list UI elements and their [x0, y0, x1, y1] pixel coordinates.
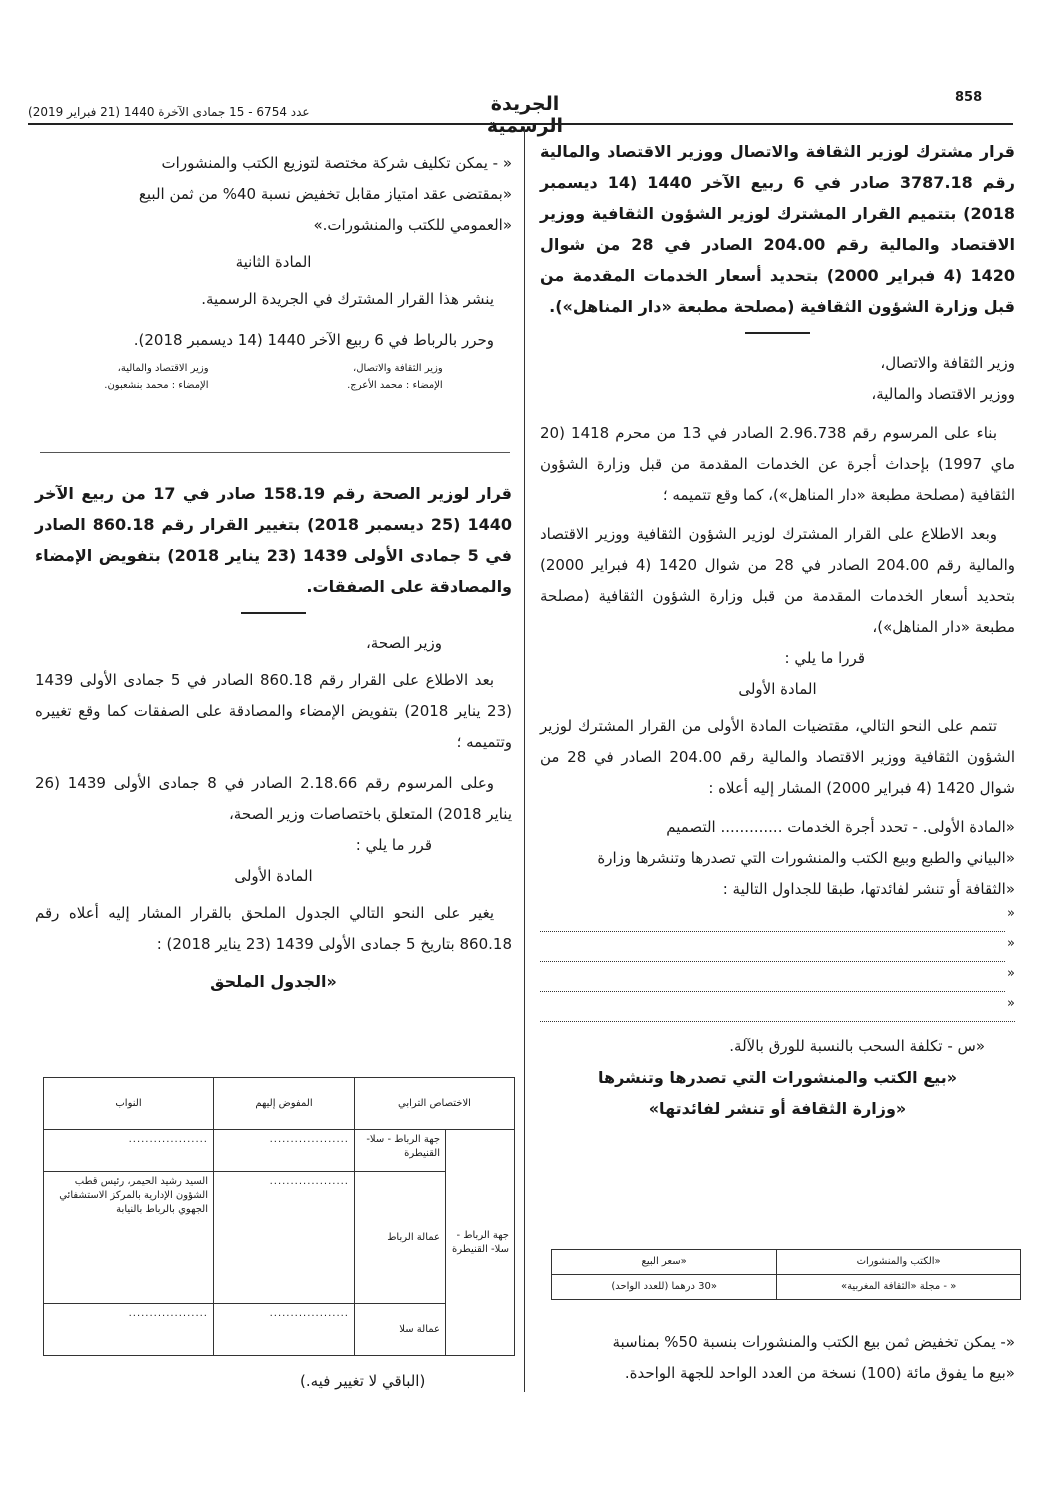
quote-line-1: «المادة الأولى. - تحدد أجرة الخدمات ............. التصميم — [666, 818, 1015, 836]
decree-title: قرار مشترك لوزير الثقافة والاتصال ووزير الاقتصاد والمالية رقم 3787.18 صادر في 6 ربيع الآخر 1440 (14 ديسمبر 2018) بتتميم القرار المشترك لوزير الشؤون الثقافية ووزير الاقتصاد والمالية رقم 204.00 الصادر في 28 من شوال 1420 (4 فبراير 2000) بتحديد أسعار الخدمات المقدمة من قبل وزارة الشؤون الثقافية (مصلحة مطبعة «دار المناهل»). — [540, 142, 1016, 316]
table-header: «الكتب والمنشورات — [777, 1250, 1021, 1275]
table-header: الاختصاص الترابي — [355, 1078, 515, 1130]
dotted-line: « — [540, 1001, 1015, 1022]
price-table — [551, 1249, 1021, 1300]
dotted-line: « — [540, 941, 1015, 962]
table-row — [44, 1304, 515, 1356]
decree-2-para-1: بعد الاطلاع على القرار رقم 860.18 الصادر في 5 جمادى الأولى 1439 (23 يناير 2018) بتفويض الإمضاء والمصادقة على الصفقات كما وقع تغييره وتتميمه ؛ — [35, 671, 512, 751]
table-header: النواب — [44, 1078, 214, 1130]
title-separator — [241, 612, 306, 614]
sales-heading-1: «بيع الكتب والمنشورات التي تصدرها وتنشرها — [597, 1068, 958, 1087]
dotted-line: « — [540, 911, 1015, 932]
annex-table — [43, 1077, 515, 1356]
table-cell-deputy: السيد رشيد الحيمر، رئيس قطب الشؤون الإدارية بالمركز الاستشفائي الجهوي بالرباط بالنيابة — [44, 1172, 214, 1304]
discount-block — [540, 1327, 1015, 1389]
table-row — [552, 1275, 1021, 1300]
continuation-line-3: «العمومي للكتب والمنشورات.» — [313, 216, 512, 234]
table-cell-region: جهة الرباط - سلا- القنيطرة — [446, 1130, 515, 1356]
quote-line-3: «الثقافة أو تنشر لفائدتها، طبقا للجداول التالية : — [722, 880, 1015, 898]
signatures — [35, 360, 512, 394]
journal-title: الجريدة الرسمية — [486, 93, 564, 137]
sales-heading-2: «وزارة الثقافة أو تنشر لفائدتها» — [648, 1099, 907, 1118]
decree-2-para-2: وعلى المرسوم رقم 2.18.66 الصادر في 8 جمادى الأولى 1439 (26 يناير 2018) المتعلق باختصاصات وزير الصحة، — [35, 774, 512, 823]
discount-line-2: «بيع ما يفوق مائة (100) نسخة من العدد الواحد للجهة الواحدة. — [624, 1364, 1015, 1382]
page-number: 858 — [955, 90, 983, 105]
continuation-line-2: «بمقتضى عقد امتياز مقابل تخفيض نسبة 40% من ثمن البيع — [138, 185, 512, 203]
table-header: المفوض إليهم — [214, 1078, 355, 1130]
dotted-line: « — [540, 971, 1015, 992]
right-column — [540, 136, 1015, 1124]
signature-culture: وزير الثقافة والاتصال، الإمضاء : محمد الأعرج. — [347, 363, 443, 391]
rest-unchanged: (الباقي لا تغيير فيه.) — [300, 1372, 426, 1390]
table-row — [44, 1172, 515, 1304]
article-1-heading: المادة الأولى — [234, 867, 313, 885]
decree-2-article-1-text: يغير على النحو التالي الجدول الملحق بالقرار المشار إليه أعلاه رقم 860.18 بتاريخ 5 جمادى الأولى 1439 (23 يناير 2018) : — [35, 904, 512, 953]
quote-line-2: «البياني والطبع وبيع الكتب والمنشورات التي تصدرها وتنشرها وزارة — [597, 849, 1015, 867]
table-cell: «30 درهما (للعدد الواحد) — [552, 1275, 777, 1300]
table-header-row — [552, 1250, 1021, 1275]
done-at: وحرر بالرباط في 6 ربيع الآخر 1440 (14 ديسمبر 2018). — [133, 331, 494, 349]
table-cell: ................... — [214, 1172, 355, 1304]
table-cell-sub-region: جهة الرباط - سلا- القنيطرة — [355, 1130, 446, 1172]
table-cell-rabat: عمالة الرباط — [355, 1172, 446, 1304]
continuation-line-1: « - يمكن تكليف شركة مختصة لتوزيع الكتب والمنشورات — [161, 154, 512, 172]
issue-info: عدد 6754 - 15 جمادى الآخرة 1440 (21 فبراير 2019) — [28, 105, 310, 119]
decided-line: قرر ما يلي : — [355, 836, 432, 854]
table-row — [44, 1130, 515, 1172]
decided-line: قررا ما يلي : — [784, 649, 865, 667]
table-cell: ................... — [214, 1130, 355, 1172]
decree-2-title: قرار لوزير الصحة رقم 158.19 صادر في 17 من ربيع الآخر 1440 (25 ديسمبر 2018) بتغيير القرار رقم 860.18 الصادر في 5 جمادى الأولى 1439 (23 يناير 2018) بتفويض الإمضاء والمصادقة على الصفقات. — [35, 484, 513, 596]
left-column-decree-2 — [35, 478, 512, 997]
table-cell: ................... — [44, 1130, 214, 1172]
article-2-heading: المادة الثانية — [235, 253, 312, 271]
issuer-1: وزير الثقافة والاتصال، — [880, 354, 1015, 372]
signature-finance: وزير الاقتصاد والمالية، الإمضاء : محمد بنشعبون. — [104, 363, 209, 391]
table-header-row — [44, 1078, 515, 1130]
table-cell: ................... — [44, 1304, 214, 1356]
decree-divider — [40, 452, 510, 453]
table-cell-sale: عمالة سلا — [355, 1304, 446, 1356]
preamble-para-1: بناء على المرسوم رقم 2.96.738 الصادر في 13 من محرم 1418 (20 ماي 1997) بإحداث أجرة عن الخدمات المقدمة من قبل وزارة الشؤون الثقافية (مصلحة مطبعة «دار المناهل»)، كما وقع تتميمه ؛ — [540, 424, 1015, 504]
article-2-text: ينشر هذا القرار المشترك في الجريدة الرسمية. — [201, 290, 494, 308]
table-cell: ................... — [214, 1304, 355, 1356]
preamble-para-2: وبعد الاطلاع على القرار المشترك لوزير الشؤون الثقافية ووزير الاقتصاد والمالية رقم 204.00 الصادر في 28 من شوال 1420 (4 فبراير 2000) بتحديد أسعار الخدمات المقدمة من قبل وزارة الشؤون الثقافية (مصلحة مطبعة «دار المناهل»)، — [540, 525, 1016, 636]
left-column — [35, 148, 512, 394]
table-cell: « - مجلة «الثقافة المغربية» — [777, 1275, 1021, 1300]
article-1-heading: المادة الأولى — [738, 680, 817, 698]
annex-heading: «الجدول الملحق — [210, 972, 337, 991]
title-separator — [745, 332, 810, 334]
table-header: «سعر البيع — [552, 1250, 777, 1275]
issuer: وزير الصحة، — [365, 634, 442, 652]
discount-line-1: «- يمكن تخفيض ثمن بيع الكتب والمنشورات بنسبة 50% بمناسبة — [612, 1333, 1015, 1351]
column-divider — [524, 127, 525, 1392]
issuer-2: ووزير الاقتصاد والمالية، — [871, 385, 1015, 403]
header-rule — [28, 123, 1013, 125]
s-line: «س - تكلفة السحب بالنسبة للورق بالآلة. — [729, 1037, 985, 1055]
article-1-text: تتمم على النحو التالي، مقتضيات المادة الأولى من القرار المشترك لوزير الشؤون الثقافية ووزير الاقتصاد والمالية رقم 204.00 الصادر في 28 من شوال 1420 (4 فبراير 2000) المشار إليه أعلاه : — [540, 717, 1016, 797]
